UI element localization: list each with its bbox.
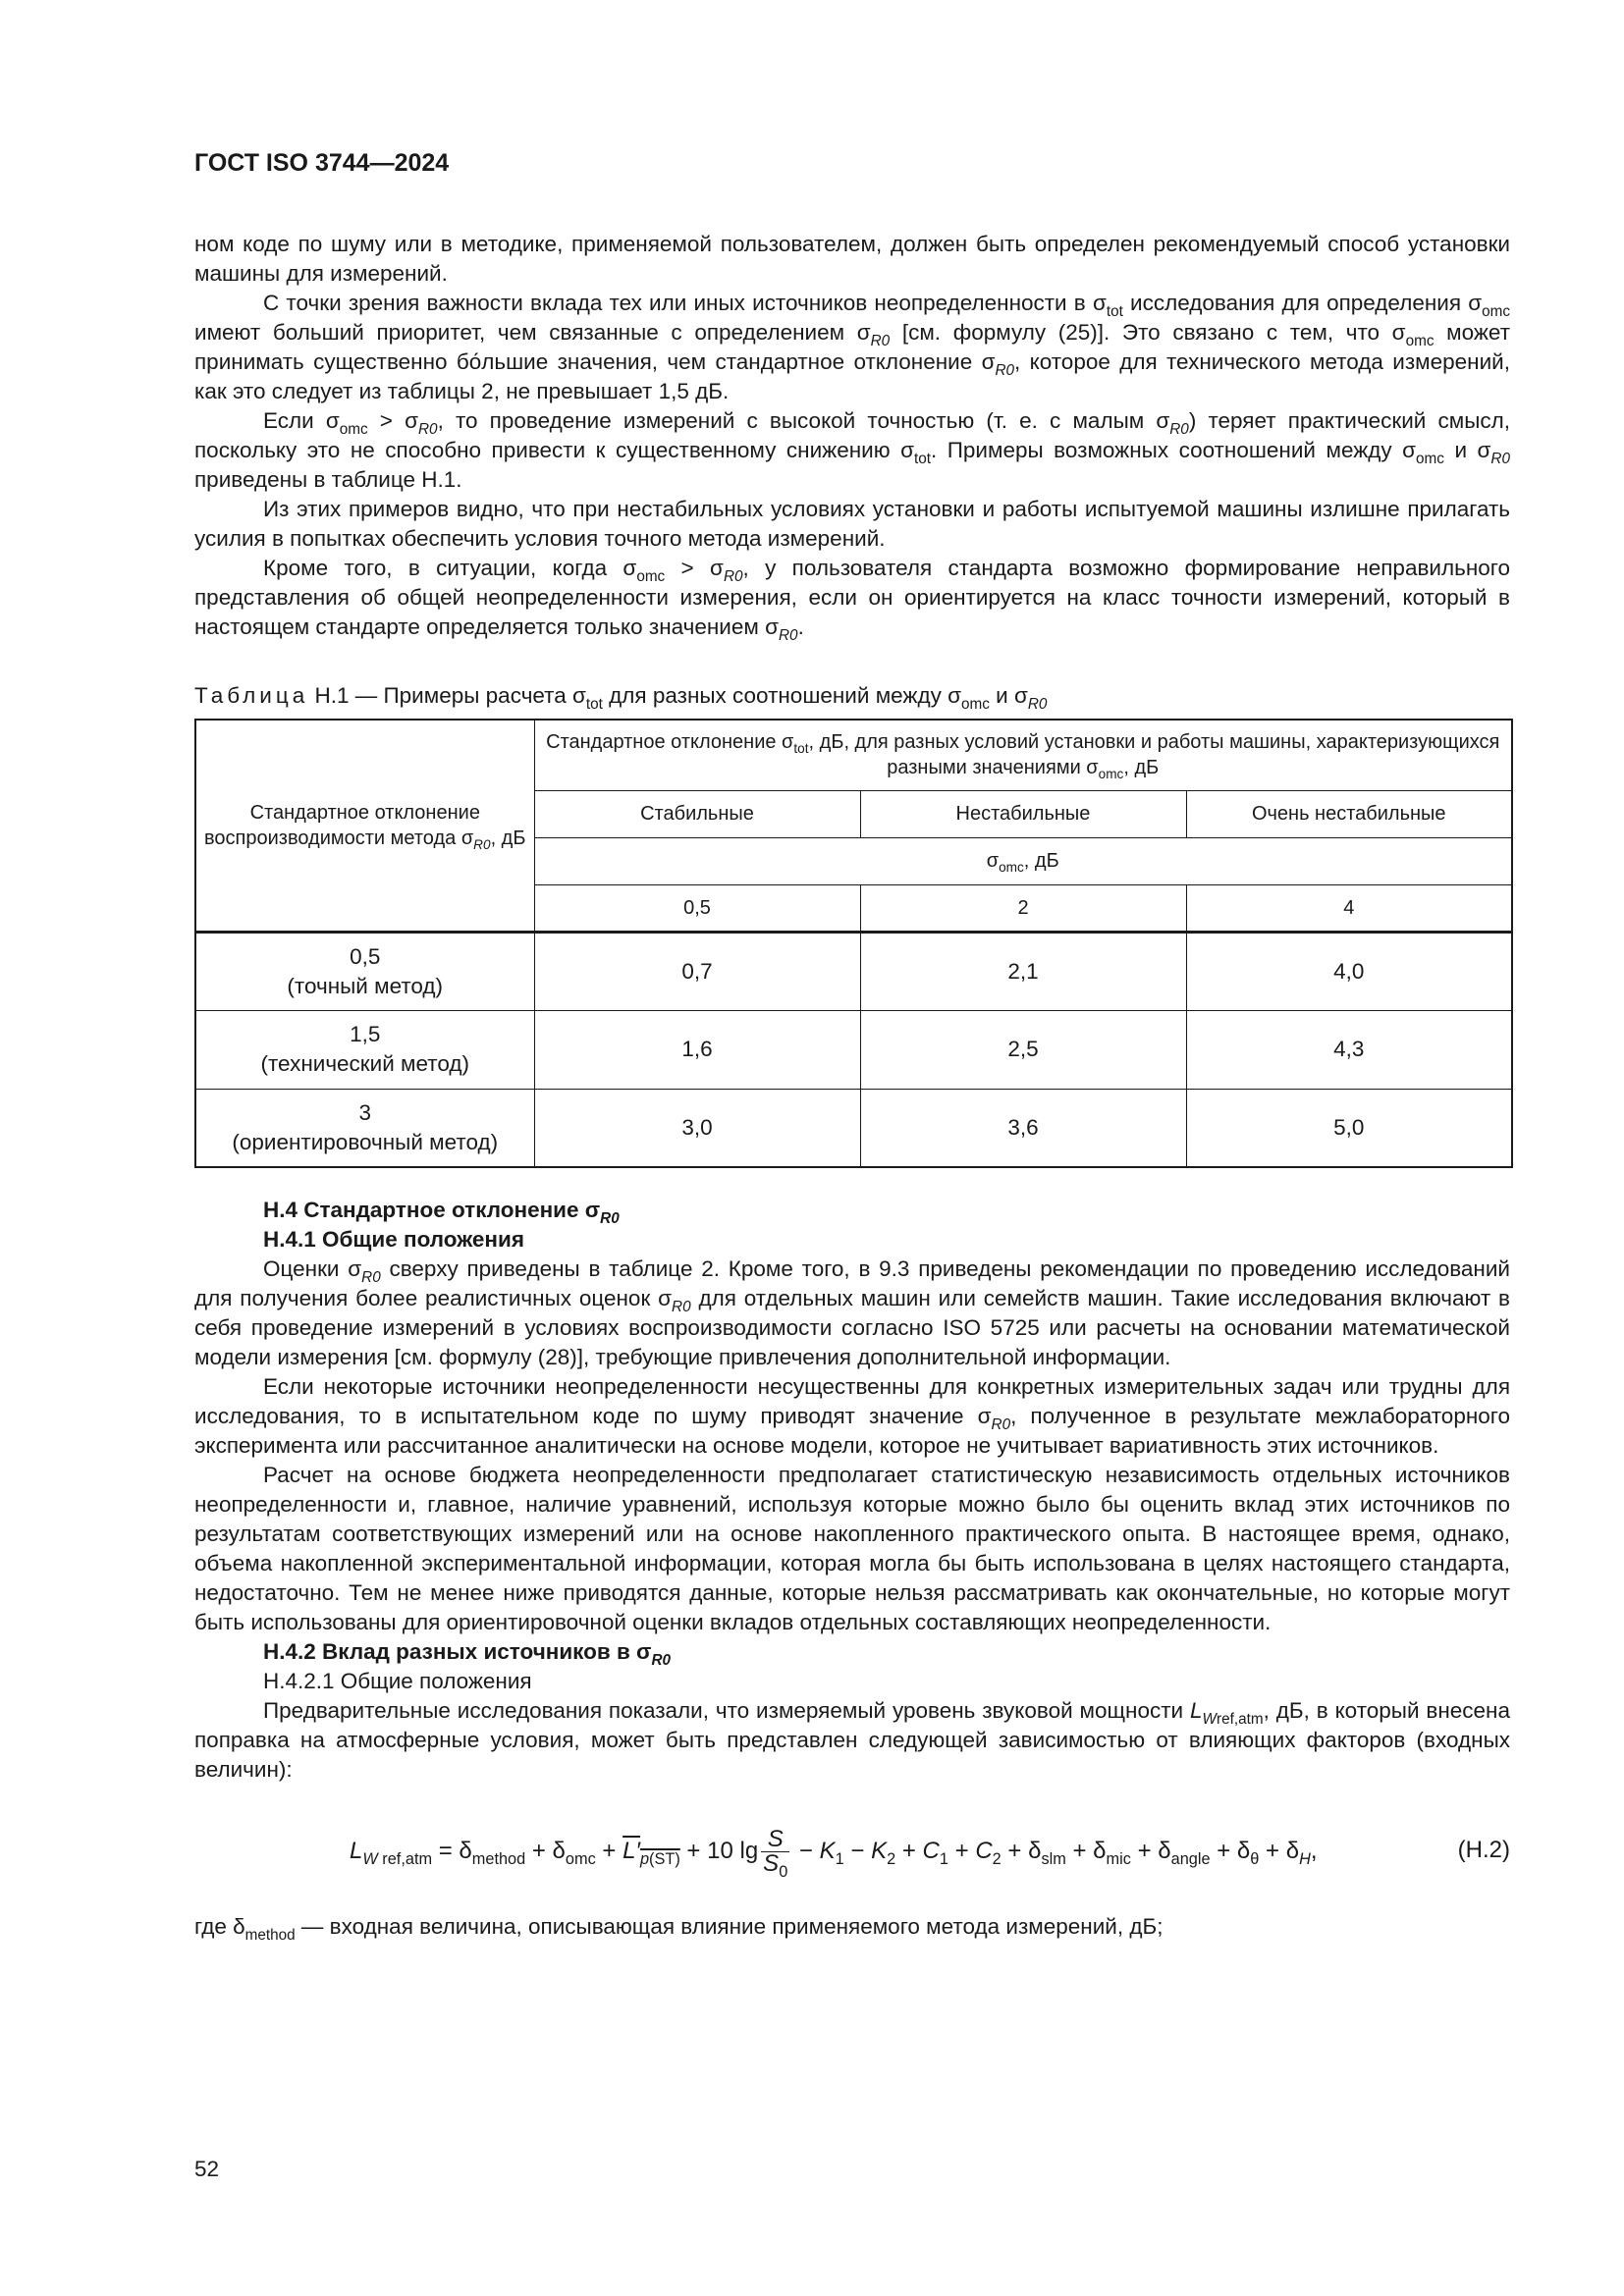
method-cell: 1,5 (технический метод): [195, 1010, 534, 1089]
paragraph-6: Оценки $\sigma_{R0}$ сверху приведены в таблице 2. Кроме того, в 9.3 приведены рекомендации по проведению исследований для получения более реалистичных оценок $\sigma_{R0}$ для отдельных машин или семейств машин. Такие исследования включают в себя проведение измерений в условиях воспроизводимости согласно ISO 5725 или расчеты на основании математической модели измерения [см. формулу (28)], требующие привлечения дополнительной информации.: [194, 1256, 1510, 1369]
method-cell: 0,5 (точный метод): [195, 932, 534, 1010]
table-cell: 4,3: [1186, 1010, 1512, 1089]
equation-number: (Н.2): [1457, 1837, 1510, 1863]
table-row: [195, 1010, 1512, 1089]
table-cell: 2,1: [860, 932, 1186, 1010]
paragraph-2: С точки зрения важности вклада тех или иных источников неопределенности в $\sigma_{tot}$ исследования для определения $\sigma_{omc}$ имеют больший приоритет, чем связанные с определением $\sigma_{R0}$ [см. формулу (25)]. Это связано с тем, что $\sigma_{omc}$ может принимать существенно бо́льшие значения, чем стандартное отклонение $\sigma_{R0}$, которое для технического метода измерений, как это следует из таблицы 2, не превышает 1,5 дБ.: [194, 291, 1510, 403]
condition-header-very-unstable: Очень нестабильные: [1186, 790, 1512, 837]
paragraph-9: Предварительные исследования показали, что измеряемый уровень звуковой мощности $L_{Wref,atm}$, дБ, в который внесена поправка на атмосферные условия, может быть представлен следующей зависимостью от влияющих факторов (входных величин):: [194, 1698, 1510, 1782]
table-cell: 4,0: [1186, 932, 1512, 1010]
section-heading-h4: Н.4 Стандартное отклонение $\sigma_{R0}$: [263, 1198, 620, 1227]
paragraph-4: Из этих примеров видно, что при нестабильных условиях установки и работы испытуемой машины излишне прилагать усилия в попытках обеспечить условия точного метода измерений.: [194, 497, 1510, 551]
table-cell: 2,5: [860, 1010, 1186, 1089]
table-h1: [194, 719, 1513, 1168]
omc-label-cell: $\sigma_{omc}$, дБ: [534, 837, 1512, 884]
table-cell: 3,0: [534, 1089, 860, 1167]
section-heading-h41: Н.4.1 Общие положения: [263, 1227, 524, 1252]
where-line: где $\delta_{method}$ — входная величина, описывающая влияние применяемого метода измерений, дБ;: [194, 1914, 1164, 1944]
table-cell: 3,6: [860, 1089, 1186, 1167]
table-row: [195, 1089, 1512, 1167]
document-header-title: ГОСТ ISO 3744—2024: [194, 149, 450, 177]
table-cell: 0,7: [534, 932, 860, 1010]
formula-expression: $L_{W ref,atm} = \delta_{method} + \delta_{omc} + L'_{p(ST)} + 10$ lg $\frac{S}{S_0}$ − $K_1 - K_2 + C_1 + C_2 + \delta_{slm} + \delta_{mic} + \delta_{angle} + \delta_\theta + \delta_H$,: [350, 1826, 1318, 1882]
omc-value-cell: 2: [860, 884, 1186, 932]
group-header-cell: Стандартное отклонение $\sigma_{tot}$, дБ, для разных условий установки и работы машины, характеризующихся разными значениями $\sigma_{omc}$, дБ: [534, 720, 1512, 790]
table-row: [195, 932, 1512, 1010]
table-cell: 5,0: [1186, 1089, 1512, 1167]
page-number: 52: [194, 2157, 220, 2181]
omc-value-cell: 4: [1186, 884, 1512, 932]
section-heading-h421: Н.4.2.1 Общие положения: [263, 1669, 532, 1693]
paragraph-7: Если некоторые источники неопределенности несущественны для конкретных измерительных задач или трудны для исследования, то в испытательном коде по шуму приводят значение $\sigma_{R0}$, полученное в результате межлабораторного эксперимента или рассчитанное аналитически на основе модели, которое не учитывает вариативность этих источников.: [194, 1374, 1510, 1458]
table-caption: Таблица Н.1 — Примеры расчета $\sigma_{tot}$ для разных соотношений между $\sigma_{omc}$ и $\sigma_{R0}$: [194, 683, 1048, 713]
table-cell: 1,6: [534, 1010, 860, 1089]
omc-value-cell: 0,5: [534, 884, 860, 932]
paragraph-1: ном коде по шуму или в методике, применяемой пользователем, должен быть определен рекомендуемый способ установки машины для измерений.: [194, 232, 1510, 286]
fraction: $\frac{S}{S_0}$: [763, 1826, 788, 1882]
section-heading-h42: Н.4.2 Вклад разных источников в $\sigma_{R0}$: [263, 1639, 672, 1669]
condition-header-unstable: Нестабильные: [860, 790, 1186, 837]
document-page: [194, 147, 1510, 1942]
paragraph-8: Расчет на основе бюджета неопределенности предполагает статистическую независимость отдельных источников неопределенности и, главное, наличие уравнений, используя которые можно было бы оценить вклад этих источников по результатам соответствующих измерений или на основе накопленного практического опыта. В настоящее время, однако, объема накопленной экспериментальной информации, которая могла бы быть использована в целях настоящего стандарта, недостаточно. Тем не менее ниже приводятся данные, которые нельзя рассматривать как окончательные, но которые могут быть использованы для ориентировочной оценки вкладов отдельных составляющих неопределенности.: [194, 1463, 1510, 1634]
paragraph-3: Если $\sigma_{omc} > \sigma_{R0}$, то проведение измерений с высокой точностью (т. е. с малым $\sigma_{R0}$) теряет практический смысл, поскольку это не способно привести к существенному снижению $\sigma_{tot}$. Примеры возможных соотношений между $\sigma_{omc}$ и $\sigma_{R0}$ приведены в таблице Н.1.: [194, 408, 1511, 492]
condition-header-stable: Стабильные: [534, 790, 860, 837]
row-header-cell: Стандартное отклонение воспроизводимости метода $\sigma_{R0}$, дБ: [195, 720, 534, 932]
method-cell: 3 (ориентировочный метод): [195, 1089, 534, 1167]
formula-h2: [194, 1806, 1510, 1896]
paragraph-5: Кроме того, в ситуации, когда $\sigma_{omc} > \sigma_{R0}$, у пользователя стандарта возможно формирование неправильного представления об общей неопределенности измерения, если он ориентируется на класс точности измерений, который в настоящем стандарте определяется только значением $\sigma_{R0}$.: [194, 556, 1511, 644]
